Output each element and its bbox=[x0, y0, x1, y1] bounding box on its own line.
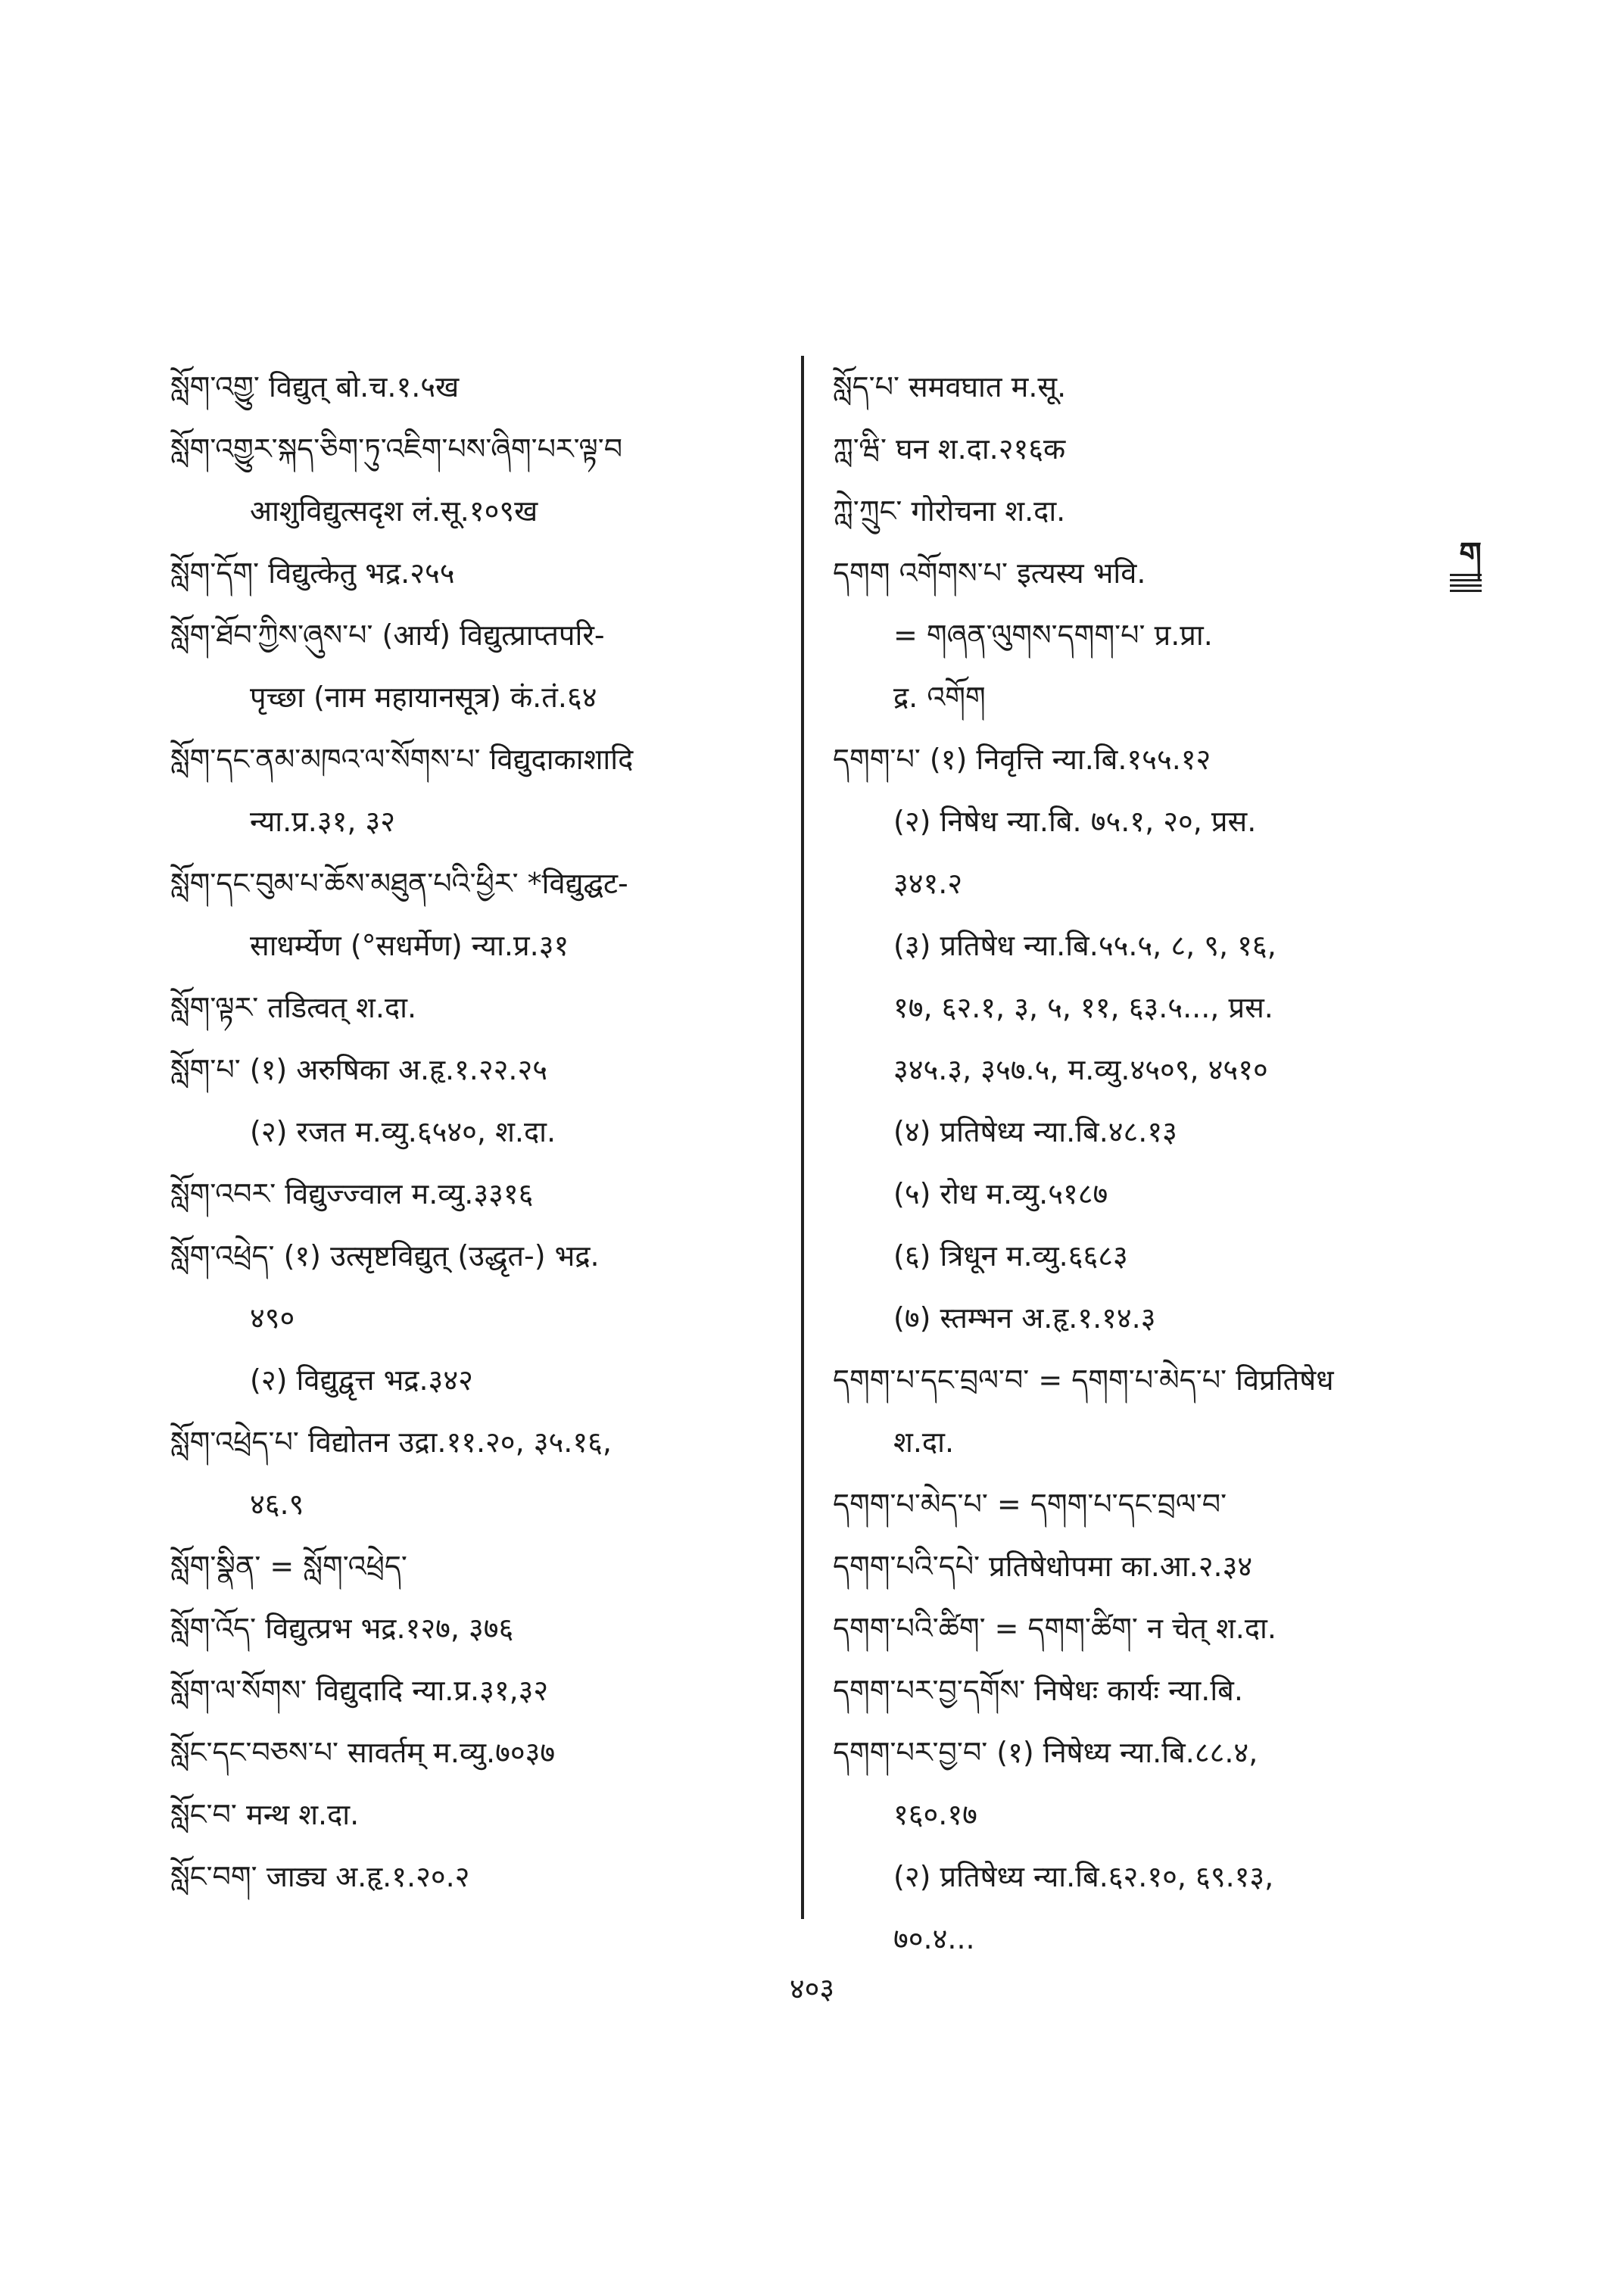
entry-continuation-line: (२) विद्युद्वृत्त भद्र.३४२ bbox=[250, 1363, 473, 1397]
entry-headword-line: སློག་སྣིན་ = སློག་འཕྲེད་ bbox=[170, 1550, 407, 1583]
left-column bbox=[170, 356, 776, 1908]
entry-continuation-line: ३४१.२ bbox=[893, 867, 963, 900]
entry-continuation-line: (३) प्रतिषेध न्या.बि.५५.५, ८, ९, १६, bbox=[893, 929, 1276, 962]
entry-headword-line: སློག་ལྟར་ तडित्वत् श.दा. bbox=[170, 991, 417, 1024]
entry-headword-line: སློག་འབར་ विद्युज्ज्वाल म.व्यु.३३१६ bbox=[170, 1177, 534, 1210]
dictionary-entry bbox=[170, 1535, 776, 1597]
entry-headword-line: སློག་འགྱུར་སྐད་ཅིག་ཏུ་འཇིག་པས་ཞིག་པར་ལྟ་བ bbox=[170, 432, 623, 466]
entry-continuation-line: (५) रोध म.व्यु.५१८७ bbox=[893, 1177, 1108, 1210]
dictionary-entry bbox=[170, 356, 776, 418]
entry-continuation-line: (२) निषेध न्या.बि. ७५.१, २०, प्रस. bbox=[893, 805, 1257, 838]
entry-headword-line: སློད་པ་ समवघात म.सू. bbox=[833, 370, 1067, 403]
entry-headword-line: དགག་པ་ (१) निवृत्ति न्या.बि.१५५.१२ bbox=[833, 743, 1211, 776]
entry-headword-line: སློག་འོད་ विद्युत्प्रभ भद्र.१२७, ३७६ bbox=[170, 1612, 514, 1645]
entry-continuation-line: १६०.१७ bbox=[893, 1798, 977, 1831]
dictionary-entry bbox=[833, 1659, 1454, 1721]
dictionary-entry bbox=[170, 1721, 776, 1784]
entry-continuation-line: (६) त्रिधून म.व्यु.६६८३ bbox=[893, 1239, 1128, 1273]
dictionary-entry bbox=[833, 418, 1454, 480]
dictionary-entry bbox=[833, 480, 1454, 542]
entry-continuation-line: १७, ६२.१, ३, ५, ११, ६३.५..., प्रस. bbox=[893, 991, 1273, 1024]
entry-continuation-line: पृच्छा (नाम महायानसूत्र) कं.तं.६४ bbox=[250, 681, 597, 714]
entry-continuation-line: (२) प्रतिषेध्य न्या.बि.६२.१०, ६९.१३, bbox=[893, 1860, 1274, 1893]
entry-continuation-line: आशुविद्युत्सदृश लं.सू.१०९ख bbox=[250, 494, 538, 528]
dictionary-entry bbox=[833, 1349, 1454, 1473]
entry-headword-line: སློག་འགྱུ་ विद्युत् बो.च.१.५ख bbox=[170, 370, 460, 403]
tab-rules bbox=[1450, 574, 1482, 592]
section-thumb-tab bbox=[1450, 537, 1482, 587]
entry-headword-line: སློག་དང་ནམ་མཁའ་ལ་སོགས་པ་ विद्युदाकाशादि bbox=[170, 743, 634, 776]
entry-headword-line: སློག་དང་བུམ་པ་ཆོས་མཐུན་པའི་ཕྱིར་ *विद्युद्घट- bbox=[170, 867, 628, 900]
dictionary-entry bbox=[170, 1784, 776, 1846]
entry-headword-line: སློག་འཕྲེད་ (१) उत्सृष्टविद्युत् (उद्धृत-) भद्र. bbox=[170, 1239, 600, 1273]
dictionary-entry bbox=[170, 1597, 776, 1659]
page-number: ४०३ bbox=[789, 1972, 835, 2005]
entry-headword-line: སློག་དོག་ विद्युत्केतु भद्र.२५५ bbox=[170, 556, 455, 590]
dictionary-entry bbox=[170, 1163, 776, 1225]
entry-continuation-line: (४) प्रतिषेध्य न्या.बि.४८.१३ bbox=[893, 1115, 1177, 1148]
dictionary-entry bbox=[833, 1473, 1454, 1535]
section-letter: ག bbox=[1459, 535, 1482, 572]
entry-headword-line: སློང་བ་ मन्थ श.दा. bbox=[170, 1798, 360, 1831]
entry-continuation-line: (७) स्तम्भन अ.हृ.१.१४.३ bbox=[893, 1301, 1156, 1335]
dictionary-entry bbox=[170, 418, 776, 542]
column-divider bbox=[801, 356, 804, 1919]
dictionary-entry bbox=[170, 542, 776, 604]
dictionary-entry bbox=[170, 728, 776, 852]
dictionary-entry bbox=[170, 1225, 776, 1411]
dictionary-entry bbox=[170, 1039, 776, 1163]
entry-headword-line: སློག་ལ་སོགས་ विद्युदादि न्या.प्र.३१,३२ bbox=[170, 1674, 549, 1707]
right-column bbox=[833, 356, 1454, 1970]
entry-headword-line: དགག་པའི་ཚིག་ = དགག་ཚིག་ न चेत् श.दा. bbox=[833, 1612, 1276, 1645]
entry-headword-line: སློང་བག་ जाड्य अ.हृ.१.२०.२ bbox=[170, 1860, 470, 1893]
dictionary-entry bbox=[170, 1846, 776, 1908]
dictionary-entry bbox=[170, 1411, 776, 1535]
dictionary-entry bbox=[170, 977, 776, 1039]
entry-headword-line: སློང་དང་བཅས་པ་ सावर्तम् म.व्यु.७०३७ bbox=[170, 1736, 556, 1769]
entry-continuation-line: ७०.४... bbox=[893, 1922, 975, 1955]
entry-continuation-line: द्र. འགོག bbox=[893, 681, 986, 714]
dictionary-entry bbox=[833, 356, 1454, 418]
entry-continuation-line: ४९० bbox=[250, 1301, 295, 1335]
entry-headword-line: དགག་པ་དང་བྲལ་བ་ = དགག་པ་མེད་པ་ विप्रतिषेध bbox=[833, 1363, 1334, 1397]
entry-headword-line: སློག་འཕྲེད་པ་ विद्योतन उद्रा.११.२०, ३५.१६, bbox=[170, 1425, 612, 1459]
dictionary-entry bbox=[833, 1721, 1454, 1970]
entry-continuation-line: ३४५.३, ३५७.५, म.व्यु.४५०९, ४५१० bbox=[893, 1053, 1268, 1086]
entry-headword-line: ཀླ་ཝི་ घन श.दा.२१६क bbox=[833, 432, 1066, 466]
entry-headword-line: དགག་པའི་དཔེ་ प्रतिषेधोपमा का.आ.२.३४ bbox=[833, 1550, 1253, 1583]
entry-continuation-line: श.दा. bbox=[893, 1425, 955, 1459]
entry-headword-line: དགག་པར་བྱ་བ་ (१) निषेध्य न्या.बि.८८.४, bbox=[833, 1736, 1258, 1769]
entry-continuation-line: = གཞན་ལུགས་དགག་པ་ प्र.प्रा. bbox=[893, 618, 1213, 652]
entry-continuation-line: (२) रजत म.व्यु.६५४०, श.दा. bbox=[250, 1115, 556, 1148]
entry-headword-line: དགག་པར་བྱ་དགོས་ निषेधः कार्यः न्या.बि. bbox=[833, 1674, 1243, 1707]
entry-headword-line: དགག་པ་མེད་པ་ = དགག་པ་དང་བྲལ་བ་ bbox=[833, 1488, 1227, 1521]
dictionary-entry bbox=[833, 1535, 1454, 1597]
dictionary-entry bbox=[833, 542, 1454, 728]
entry-continuation-line: साधर्म्येण (°सधर्मेण) न्या.प्र.३१ bbox=[250, 929, 569, 962]
entry-continuation-line: न्या.प्र.३१, ३२ bbox=[250, 805, 396, 838]
entry-headword-line: ཀླེ་ཀྲུང་ गोरोचना श.दा. bbox=[833, 494, 1066, 528]
entry-headword-line: སློག་ཐོབ་ཀྱིས་ཞུས་པ་ (आर्य) विद्युत्प्राप्तपरि- bbox=[170, 618, 605, 652]
dictionary-entry bbox=[833, 1597, 1454, 1659]
entry-headword-line: དགག འགོགས་པ་ इत्यस्य भवि. bbox=[833, 556, 1146, 590]
dictionary-entry bbox=[170, 604, 776, 728]
dictionary-entry bbox=[170, 1659, 776, 1721]
dictionary-entry bbox=[170, 852, 776, 977]
entry-headword-line: སློག་པ་ (१) अरुषिका अ.हृ.१.२२.२५ bbox=[170, 1053, 548, 1086]
entry-continuation-line: ४६.९ bbox=[250, 1488, 304, 1521]
dictionary-entry bbox=[833, 728, 1454, 1349]
